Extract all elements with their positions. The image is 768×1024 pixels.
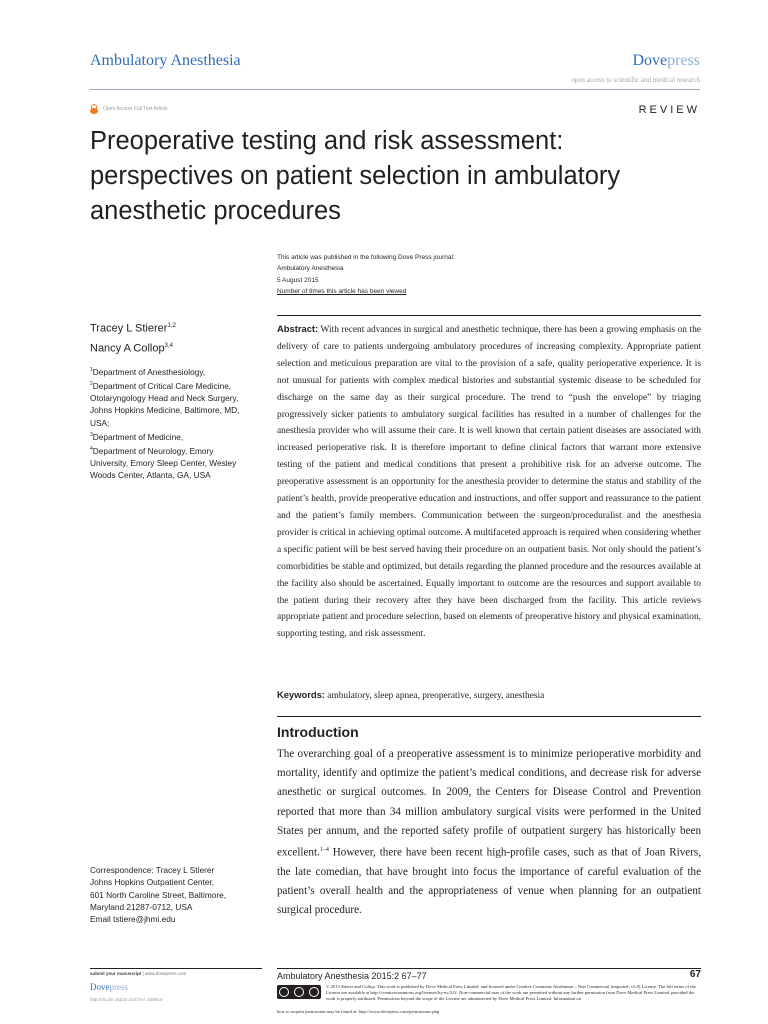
correspondence	[90, 864, 260, 925]
author-affiliation-ref: 1,2	[167, 323, 176, 329]
affiliation	[90, 443, 250, 482]
affiliation-number: 3	[90, 432, 93, 439]
affiliation	[90, 378, 250, 429]
section-heading: Introduction	[277, 724, 359, 740]
title-line: Preoperative testing and risk assessment:	[90, 127, 564, 155]
affiliation	[90, 429, 250, 443]
article-type: REVIEW	[638, 104, 700, 116]
correspondence-line: Maryland 21287-0712, USA	[90, 901, 193, 912]
header-divider	[90, 89, 700, 90]
title-line: perspectives on patient selection in ambulatory	[90, 162, 621, 190]
submit-manuscript: submit your manuscript | www.dovepress.com	[90, 971, 187, 976]
article-title	[90, 124, 710, 229]
author-name: Tracey L Stierer	[90, 322, 168, 335]
abstract	[277, 321, 701, 643]
submit-link[interactable]: www.dovepress.com	[144, 971, 187, 976]
affiliation	[90, 364, 250, 378]
journal-name: Ambulatory Anesthesia	[90, 52, 241, 69]
open-access-badge	[90, 104, 167, 114]
publisher-tagline: open access to scientific and medical research	[571, 76, 700, 84]
doi-link[interactable]: http://dx.doi.org/10.2147/AA.S59819	[90, 997, 163, 1002]
publication-info	[277, 252, 455, 297]
open-access-label: Open Access Full Text Article	[103, 106, 168, 112]
affiliation-number: 2	[90, 381, 93, 388]
license-permission-link[interactable]: how to request permission may be found at: http://www.dovepress.com/permissions.php	[277, 1009, 440, 1014]
correspondence-line: Correspondence: Tracey L Stierer	[90, 865, 215, 875]
introduction-text	[277, 745, 701, 921]
publisher-logo-press: press	[667, 52, 700, 69]
pubinfo-date: 5 August 2015	[277, 276, 319, 284]
footer-logo-dove: Dove	[90, 982, 110, 992]
title-line: anesthetic procedures	[90, 197, 341, 225]
submit-label: submit your manuscript	[90, 971, 142, 976]
page-number: 67	[689, 969, 701, 980]
correspondence-line: Johns Hopkins Outpatient Center,	[90, 877, 215, 888]
abstract-top-divider	[277, 315, 701, 316]
affiliation-text: Department of Anesthesiology,	[92, 366, 206, 377]
license-text: © 2015 Stierer and Collop. This work is published by Dove Medical Press Limited, and licensed under Creative Commons Attribution – Non Commercial (unported, v3.0) License. The full terms of the License are available at http://creativecommons.org/licenses/by-nc/3.0/. Non-commercial uses of the work are permitted without any further permission from Dove Medical Press Limited, provided the work is properly attributed. Permissions beyond the scope of the License are administered by Dove Medical Press Limited. Information on	[326, 984, 696, 1002]
pubinfo-line: This article was published in the following Dove Press journal:	[277, 254, 455, 261]
author	[90, 318, 176, 338]
pubinfo-journal: Ambulatory Anesthesia	[277, 265, 344, 273]
publisher-logo-dove: Dove	[632, 52, 668, 69]
footer-citation: Ambulatory Anesthesia 2015:2 67–77	[277, 971, 427, 981]
affiliation-text: Department of Medicine,	[92, 431, 184, 442]
intro-text-part: The overarching goal of a preoperative assessment is to minimize perioperative morbidity and mortality, identify and optimize the patient’s medical conditions, and decrease risk for adverse anesthetic or surgical outcomes. In 2009, the Centers for Disease Control and Prevention reported that more than 34 million ambulatory surgical visits were performed in the United States per annum, and the reported safety profile of outpatient surgery has historically been excellent.	[277, 748, 701, 859]
author-affiliation-ref: 3,4	[164, 342, 173, 349]
publisher-logo	[632, 52, 700, 70]
author-list	[90, 318, 176, 357]
citation-ref[interactable]: 1–4	[319, 847, 329, 854]
keywords	[277, 689, 544, 701]
abstract-label: Abstract:	[277, 323, 319, 334]
affiliation-text: Department of Critical Care Medicine, Otolaryngology Head and Neck Surgery, Johns Hopkins Medicine, Baltimore, MD, USA;	[90, 380, 240, 428]
intro-text-part: However, there have been recent high-profile cases, such as that of Joan Rivers, the late comedian, that have brought into focus the importance of careful evaluation of the patient’s overall health and the appropriateness of venue when planning for an outpatient surgical procedure.	[277, 846, 701, 917]
footer-divider-left	[90, 968, 262, 969]
abstract-bottom-divider	[277, 716, 701, 717]
affiliation-number: 4	[90, 446, 93, 453]
keywords-text: ambulatory, sleep apnea, preoperative, surgery, anesthesia	[327, 691, 545, 701]
affiliation-text: Department of Neurology, Emory University, Emory Sleep Center, Wesley Woods Center, Atlanta, GA, USA	[90, 445, 237, 481]
footer-logo-press: press	[109, 982, 128, 992]
author-name: Nancy A Collop	[90, 342, 165, 355]
affiliation-number: 1	[90, 367, 93, 373]
views-link[interactable]: Number of times this article has been viewed	[277, 287, 407, 295]
creative-commons-icon[interactable]	[277, 985, 321, 999]
keywords-label: Keywords:	[277, 689, 325, 700]
author	[90, 338, 176, 358]
affiliations	[90, 364, 250, 482]
correspondence-email[interactable]: Email tstiere@jhmi.edu	[90, 914, 176, 925]
abstract-text: With recent advances in surgical and anesthetic technique, there has been a growing emphasis on the delivery of care to patients undergoing ambulatory procedures of increasing complexity. Appropriate patient selection and meticulous preparation are vital to the provision of a safe, quality perioperative experience. It is not unusual for patients with complex medical histories and substantial systemic disease to be scheduled for discharge on the same day as their surgical procedure. The trend to “push the envelope” by triaging progressively sicker patients to ambulatory surgical facilities has resulted in a number of challenges for the anesthesia provider who will assume their care. It is well known that certain patient diseases are associated with increased perioperative risk. It is therefore important to define clinical factors that warrant more extensive testing of the patient and medical conditions that present a prohibitive risk for an adverse outcome. The preoperative assessment is an opportunity for the anesthesia provider to determine the status and stability of the patient’s health, provide preoperative education and instructions, and offer support and reassurance to the patient and the patient’s family members. Communication between the surgeon/proceduralist and the anesthesia provider is critical in achieving optimal outcome. A multifaceted approach is required when considering whether a specific patient will be best served having their procedure on an outpatient basis. Not only should the patient’s comorbidities be stable and optimized, but details regarding the planned procedure and the resources available at the facility also should be ascertained. Equally important to outcome are the resources and support available to the patient during their recovery after they have been discharged from the facility. This article reviews appropriate patient and procedure selection, based on elements of preoperative history and physical examination, supporting testing, and risk assessment.	[277, 325, 701, 640]
footer-publisher-logo	[90, 982, 128, 992]
open-access-icon	[90, 104, 98, 114]
footer-divider-right	[277, 968, 701, 969]
correspondence-line: 601 North Caroline Street, Baltimore,	[90, 889, 227, 900]
